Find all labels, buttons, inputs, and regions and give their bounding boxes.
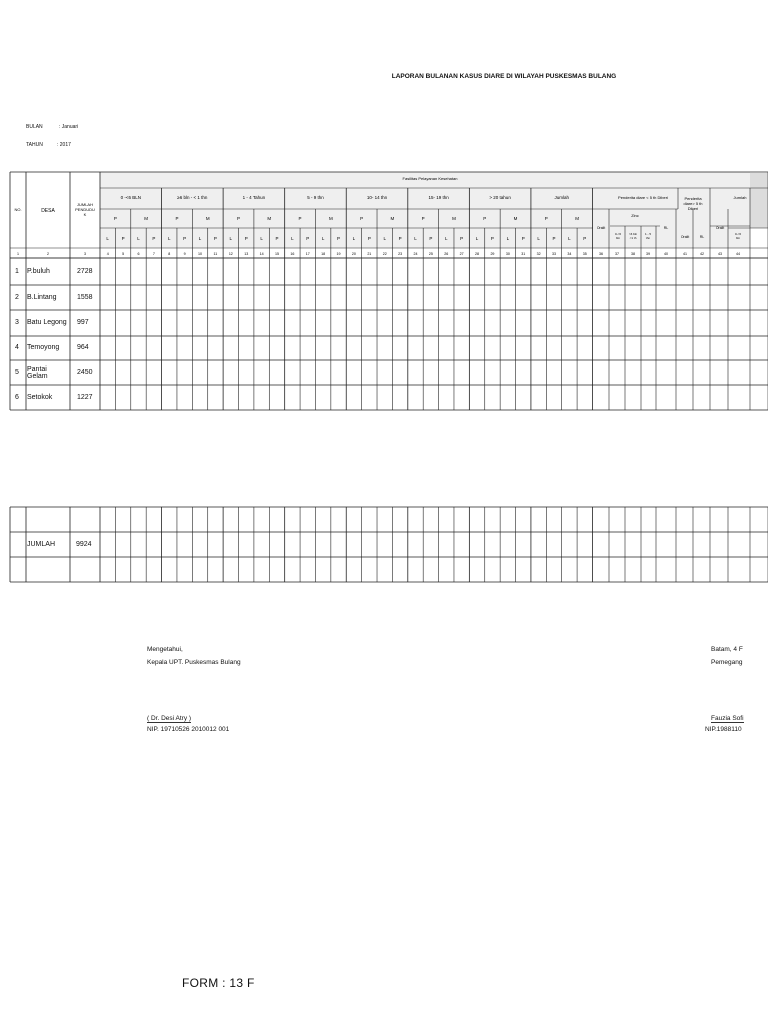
lp-label: P [183, 236, 187, 241]
column-number: 25 [428, 252, 433, 256]
column-number: 18 [321, 252, 326, 256]
row-number: 1 [15, 267, 19, 275]
column-number: 1 [17, 252, 19, 256]
place-date-text: Batam, 4 F [711, 646, 743, 653]
column-number: 7 [152, 252, 155, 256]
row-number: 4 [15, 344, 19, 351]
column-number: 38 [631, 252, 635, 256]
lp-label: L [475, 236, 479, 241]
column-number: 40 [664, 252, 668, 256]
column-number: 39 [646, 252, 650, 256]
row-desa: P.buluh [27, 267, 50, 275]
total-value: 9924 [76, 541, 92, 548]
row-jumlah-penduduk: 2728 [77, 267, 93, 275]
row-desa: Pantai Gelam [27, 365, 48, 380]
header-shade-right [750, 173, 768, 228]
penderita-diberi-header: Penderita diare < 5 th Diberi [618, 195, 668, 200]
right-signature-name: Fauzia Sofi [711, 715, 744, 722]
age-group-label: Jumlah [554, 195, 569, 200]
no-header: NO. [14, 207, 22, 212]
column-number: 34 [567, 252, 572, 256]
column-number: 43 [718, 252, 722, 256]
row-desa: Temoyong [27, 344, 60, 351]
column-number: 14 [259, 252, 264, 256]
column-number: 2 [47, 252, 49, 256]
last-sub-header: 0-<6 bln [734, 232, 742, 240]
column-number: 31 [521, 252, 526, 256]
left-signature-name: ( Dr. Desi Atry ) [147, 715, 192, 722]
column-number: 41 [683, 252, 687, 256]
fasilitas-header: Fasilitas Pelayanan Kesehatan [402, 176, 458, 181]
lp-label: P [490, 236, 494, 241]
column-number: 11 [213, 252, 218, 256]
column-number: 42 [700, 252, 704, 256]
oralit3-header: Oralit [715, 226, 725, 230]
row-number: 2 [15, 293, 19, 301]
lp-label: P [460, 236, 464, 241]
tahun-label: TAHUN [26, 142, 43, 148]
column-number: 15 [274, 252, 279, 256]
m-label: M [390, 216, 395, 221]
lp-label: P [152, 236, 156, 241]
p-label: P [544, 216, 548, 221]
lp-label: P [552, 236, 556, 241]
m-label: M [575, 216, 579, 221]
jumlah-right-header: Jumlah [733, 195, 747, 200]
right-nip: NIP.1988110 [705, 726, 742, 733]
bulan-value: : Januari [59, 124, 79, 130]
lp-label: P [275, 236, 279, 241]
p-label: P [113, 216, 117, 221]
column-number: 21 [367, 252, 372, 256]
age-group-label: 1 - 4 Tahun [242, 195, 266, 200]
lp-label: P [121, 236, 125, 241]
row-number: 5 [15, 368, 19, 376]
p-label: P [360, 216, 364, 221]
column-number: 36 [599, 252, 603, 256]
column-number: 26 [444, 252, 449, 256]
lp-label: L [137, 236, 140, 241]
lp-label: P [244, 236, 248, 241]
lp-label: P [367, 236, 371, 241]
column-number: 44 [736, 252, 740, 256]
column-number: 9 [183, 252, 186, 256]
lp-label: L [352, 236, 356, 241]
p-label: P [298, 216, 302, 221]
age-group-label: > 20 tahun [489, 195, 511, 200]
row-desa: B.Lintang [27, 293, 57, 301]
column-number: 22 [382, 252, 387, 256]
column-number: 4 [106, 252, 109, 256]
column-number: 30 [505, 252, 510, 256]
total-label: JUMLAH [27, 541, 56, 548]
column-number: 12 [228, 252, 233, 256]
p-label: P [421, 216, 425, 221]
column-number: 23 [398, 252, 403, 256]
desa-header: DESA [41, 208, 55, 214]
lp-label: L [291, 236, 294, 241]
kepala-text: Kepala UPT. Puskesmas Bulang [147, 659, 241, 666]
age-group-label: 0 -<6 BLN [120, 195, 141, 200]
penderita-diare-5th-header: Penderita diare> 5 th Diberi [683, 196, 703, 211]
m-label: M [452, 216, 456, 221]
row-desa: Setokok [27, 393, 53, 401]
lp-label: P [306, 236, 310, 241]
column-number: 10 [198, 252, 203, 256]
column-number: 33 [552, 252, 557, 256]
tahun-value: : 2017 [57, 142, 71, 148]
column-number: 6 [137, 252, 140, 256]
zinc-header: Zinc [631, 213, 639, 218]
column-number: 28 [475, 252, 480, 256]
p-label: P [237, 216, 241, 221]
zinc-sub-a: 0-<6 bln [614, 232, 622, 240]
lp-label: L [568, 236, 571, 241]
lp-label: L [383, 236, 386, 241]
column-number: 16 [290, 252, 295, 256]
header-shade [100, 172, 750, 248]
row-desa: Batu Legong [27, 319, 67, 326]
age-group-label: 10- 14 thn [366, 195, 388, 200]
lp-label: P [337, 236, 341, 241]
left-nip: NIP. 19710526 2010012 001 [147, 726, 230, 733]
column-number: 24 [413, 252, 418, 256]
zinc-sub-b: >6 bln <1 th [628, 232, 638, 240]
row-jumlah-penduduk: 1227 [77, 393, 93, 401]
m-label: M [205, 216, 210, 221]
lp-label: L [537, 236, 540, 241]
column-number: 13 [244, 252, 249, 256]
column-number: 8 [168, 252, 171, 256]
m-label: M [328, 216, 333, 221]
column-number: 29 [490, 252, 495, 256]
age-group-label: ≥6 bln - < 1 thn [177, 195, 208, 200]
lp-label: L [198, 236, 202, 241]
lp-label: L [167, 236, 171, 241]
lp-label: L [414, 236, 417, 241]
column-number: 37 [615, 252, 619, 256]
rl2-header: RL [699, 235, 705, 239]
row-number: 6 [15, 393, 19, 401]
p-label: P [483, 216, 487, 221]
column-number: 3 [84, 252, 86, 256]
age-group-label: 5 - 9 thn [307, 195, 324, 200]
jumlah-penduduk-header: JUMLAH PENDUDU K [75, 202, 95, 217]
column-number: 20 [351, 252, 356, 256]
lp-label: P [521, 236, 525, 241]
column-number-labels [17, 252, 740, 256]
p-label: P [175, 216, 179, 221]
lp-label: L [321, 236, 325, 241]
column-number: 35 [582, 252, 587, 256]
lp-label: L [229, 236, 233, 241]
column-number: 32 [536, 252, 541, 256]
m-label: M [144, 216, 149, 221]
mengetahui-text: Mengetahui, [147, 646, 183, 653]
lp-label: P [583, 236, 587, 241]
lp-label: L [506, 236, 510, 241]
lp-label: L [445, 236, 448, 241]
oralit-header: Oralit [596, 226, 606, 230]
column-number: 27 [459, 252, 464, 256]
form-label: FORM : 13 F [182, 976, 255, 990]
row-jumlah-penduduk: 997 [77, 319, 89, 326]
age-group-label: 15- 19 thn [428, 195, 449, 200]
m-label: M [513, 216, 518, 221]
column-number: 19 [336, 252, 341, 256]
row-jumlah-penduduk: 2450 [77, 368, 93, 376]
lp-label: L [106, 236, 109, 241]
row-jumlah-penduduk: 964 [77, 344, 89, 351]
report-title: LAPORAN BULANAN KASUS DIARE DI WILAYAH PUSKESMAS BULANG [391, 73, 617, 80]
pemegang-text: Pemegang [711, 659, 743, 666]
bulan-label: BULAN [26, 124, 43, 130]
rl-header: RL [663, 226, 669, 230]
lp-label: P [213, 236, 217, 241]
row-jumlah-penduduk: 1558 [77, 293, 93, 301]
oralit2-header: Oralit [680, 235, 690, 239]
lp-label: P [398, 236, 402, 241]
row-number: 3 [15, 319, 19, 326]
column-number: 5 [122, 252, 125, 256]
zinc-sub-c: 1 - 5 thn [644, 232, 652, 240]
column-number: 17 [305, 252, 310, 256]
m-label: M [267, 216, 272, 221]
lp-label: P [429, 236, 433, 241]
lp-label: L [260, 236, 263, 241]
